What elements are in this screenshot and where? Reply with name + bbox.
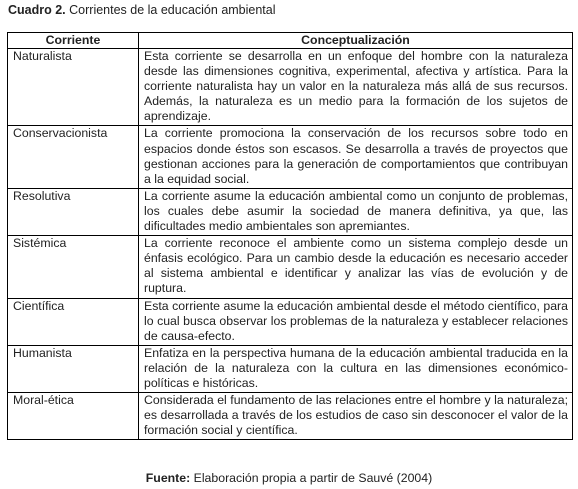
source-text: Elaboración propia a partir de Sauvé (2004) (193, 471, 433, 485)
corriente-cell: Humanista (8, 345, 139, 392)
caption-text: Corrientes de la educación ambiental (69, 3, 276, 17)
conceptualizacion-cell: La corriente asume la educación ambiental como un conjunto de problemas, los cuales debe asumir la sociedad de manera definitiva, ya que, las dificultades medio ambientales son apremiantes. (139, 188, 573, 235)
conceptualizacion-cell: La corriente reconoce el ambiente como un sistema complejo desde un énfasis ecológico. Para un cambio desde la educación es necesario acceder al sistema ambiental e identificar y analizar las vías de evolución y de ruptura. (139, 236, 573, 298)
conceptualizacion-cell: Esta corriente asume la educación ambiental desde el método científico, para lo cual busca observar los problemas de la naturaleza y establecer relaciones de causa-efecto. (139, 298, 573, 345)
conceptualizacion-cell: Enfatiza en la perspectiva humana de la educación ambiental traducida en la relación de la naturaleza con la cultura en las dimensiones económico-políticas e históricas. (139, 345, 573, 392)
table-caption (8, 2, 276, 18)
corriente-cell: Moral-ética (8, 393, 139, 440)
table-row (8, 49, 573, 126)
table-row (8, 126, 573, 188)
corrientes-table (7, 32, 573, 440)
table-header-row (8, 33, 573, 49)
conceptualizacion-cell: Considerada el fundamento de las relaciones entre el hombre y la naturaleza; es desarrollada a través de los estudios de caso sin desconocer el valor de la formación social y científica. (139, 393, 573, 440)
corriente-cell: Científica (8, 298, 139, 345)
conceptualizacion-cell: La corriente promociona la conservación de los recursos sobre todo en espacios donde éstos son escasos. Se desarrolla a través de proyectos que gestionan acciones para la generación de comportamientos que contribuyan a la equidad social. (139, 126, 573, 188)
corriente-cell: Resolutiva (8, 188, 139, 235)
table-row (8, 345, 573, 392)
table-row (8, 393, 573, 440)
conceptualizacion-cell: Esta corriente se desarrolla en un enfoque del hombre con la naturaleza desde las dimensiones cognitiva, experimental, afectiva y artística. Para la corriente naturalista hay un valor en la naturaleza más allá de sus recursos. Además, la naturaleza es un medio para la formación de los sujetos de aprendizaje. (139, 49, 573, 126)
source-label: Fuente: (145, 471, 191, 485)
table-row (8, 188, 573, 235)
corriente-cell: Naturalista (8, 49, 139, 126)
table-row (8, 298, 573, 345)
column-header-conceptualizacion: Conceptualización (139, 33, 573, 49)
table-row (8, 236, 573, 298)
corriente-cell: Conservacionista (8, 126, 139, 188)
column-header-corriente: Corriente (8, 33, 139, 49)
caption-label: Cuadro 2. (8, 3, 66, 17)
corriente-cell: Sistémica (8, 236, 139, 298)
table-source (0, 471, 578, 486)
